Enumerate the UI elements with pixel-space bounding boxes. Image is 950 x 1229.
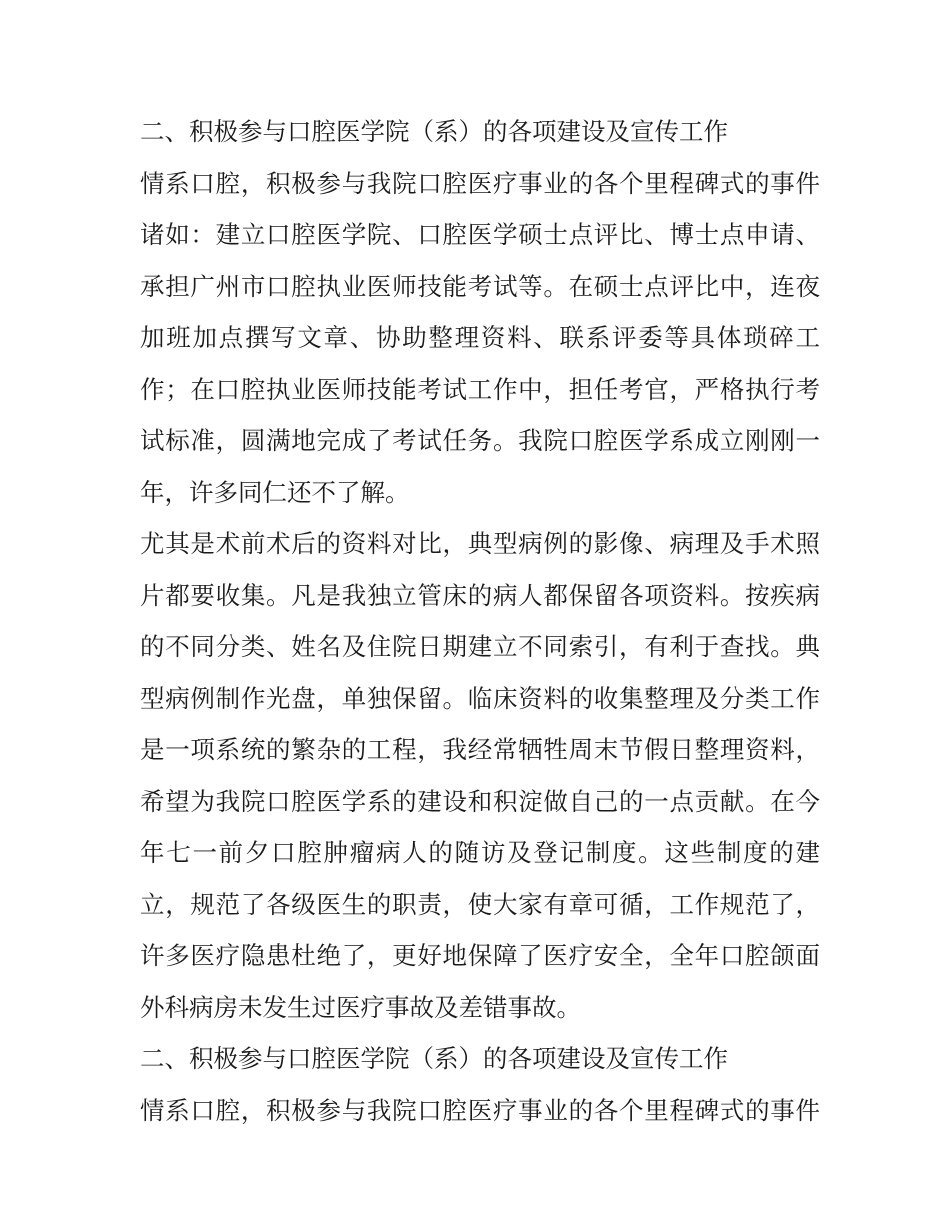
section-heading: 二、积极参与口腔医学院（系）的各项建设及宣传工作 (140, 117, 728, 146)
body-line: 情系口腔，积极参与我院口腔医疗事业的各个里程碑式的事件 (140, 168, 820, 198)
body-line: 年，许多同仁还不了解。 (140, 477, 410, 507)
body-line: 许多医疗隐患杜绝了，更好地保障了医疗安全，全年口腔颌面 (140, 941, 820, 970)
body-line: 尤其是术前术后的资料对比，典型病例的影像、病理及手术照 (140, 529, 820, 558)
body-line: 加班加点撰写文章、协助整理资料、联系评委等具体琐碎工 (140, 323, 820, 352)
body-line: 诸如：建立口腔医学院、口腔医学硕士点评比、博士点申请、 (140, 220, 820, 249)
body-line: 情系口腔，积极参与我院口腔医疗事业的各个里程碑式的事件 (140, 1095, 820, 1125)
body-line: 试标准，圆满地完成了考试任务。我院口腔医学系成立刚刚一 (140, 426, 820, 455)
body-line: 立，规范了各级医生的职责，使大家有章可循，工作规范了， (140, 889, 820, 919)
body-line: 承担广州市口腔执业医师技能考试等。在硕士点评比中，连夜 (140, 271, 820, 301)
body-line: 是一项系统的繁杂的工程，我经常牺牲周末节假日整理资料， (140, 735, 820, 764)
body-line: 年七一前夕口腔肿瘤病人的随访及登记制度。这些制度的建 (140, 838, 820, 867)
body-line: 希望为我院口腔医学系的建设和积淀做自己的一点贡献。在今 (140, 786, 820, 816)
body-line: 作；在口腔执业医师技能考试工作中，担任考官，严格执行考 (140, 374, 820, 404)
document-body (140, 106, 820, 1136)
body-line: 的不同分类、姓名及住院日期建立不同索引，有利于查找。典 (140, 632, 820, 661)
body-line: 型病例制作光盘，单独保留。临床资料的收集整理及分类工作 (140, 683, 820, 713)
body-line: 片都要收集。凡是我独立管床的病人都保留各项资料。按疾病 (140, 580, 820, 610)
body-line: 外科病房未发生过医疗事故及差错事故。 (140, 992, 581, 1022)
section-heading: 二、积极参与口腔医学院（系）的各项建设及宣传工作 (140, 1044, 728, 1073)
